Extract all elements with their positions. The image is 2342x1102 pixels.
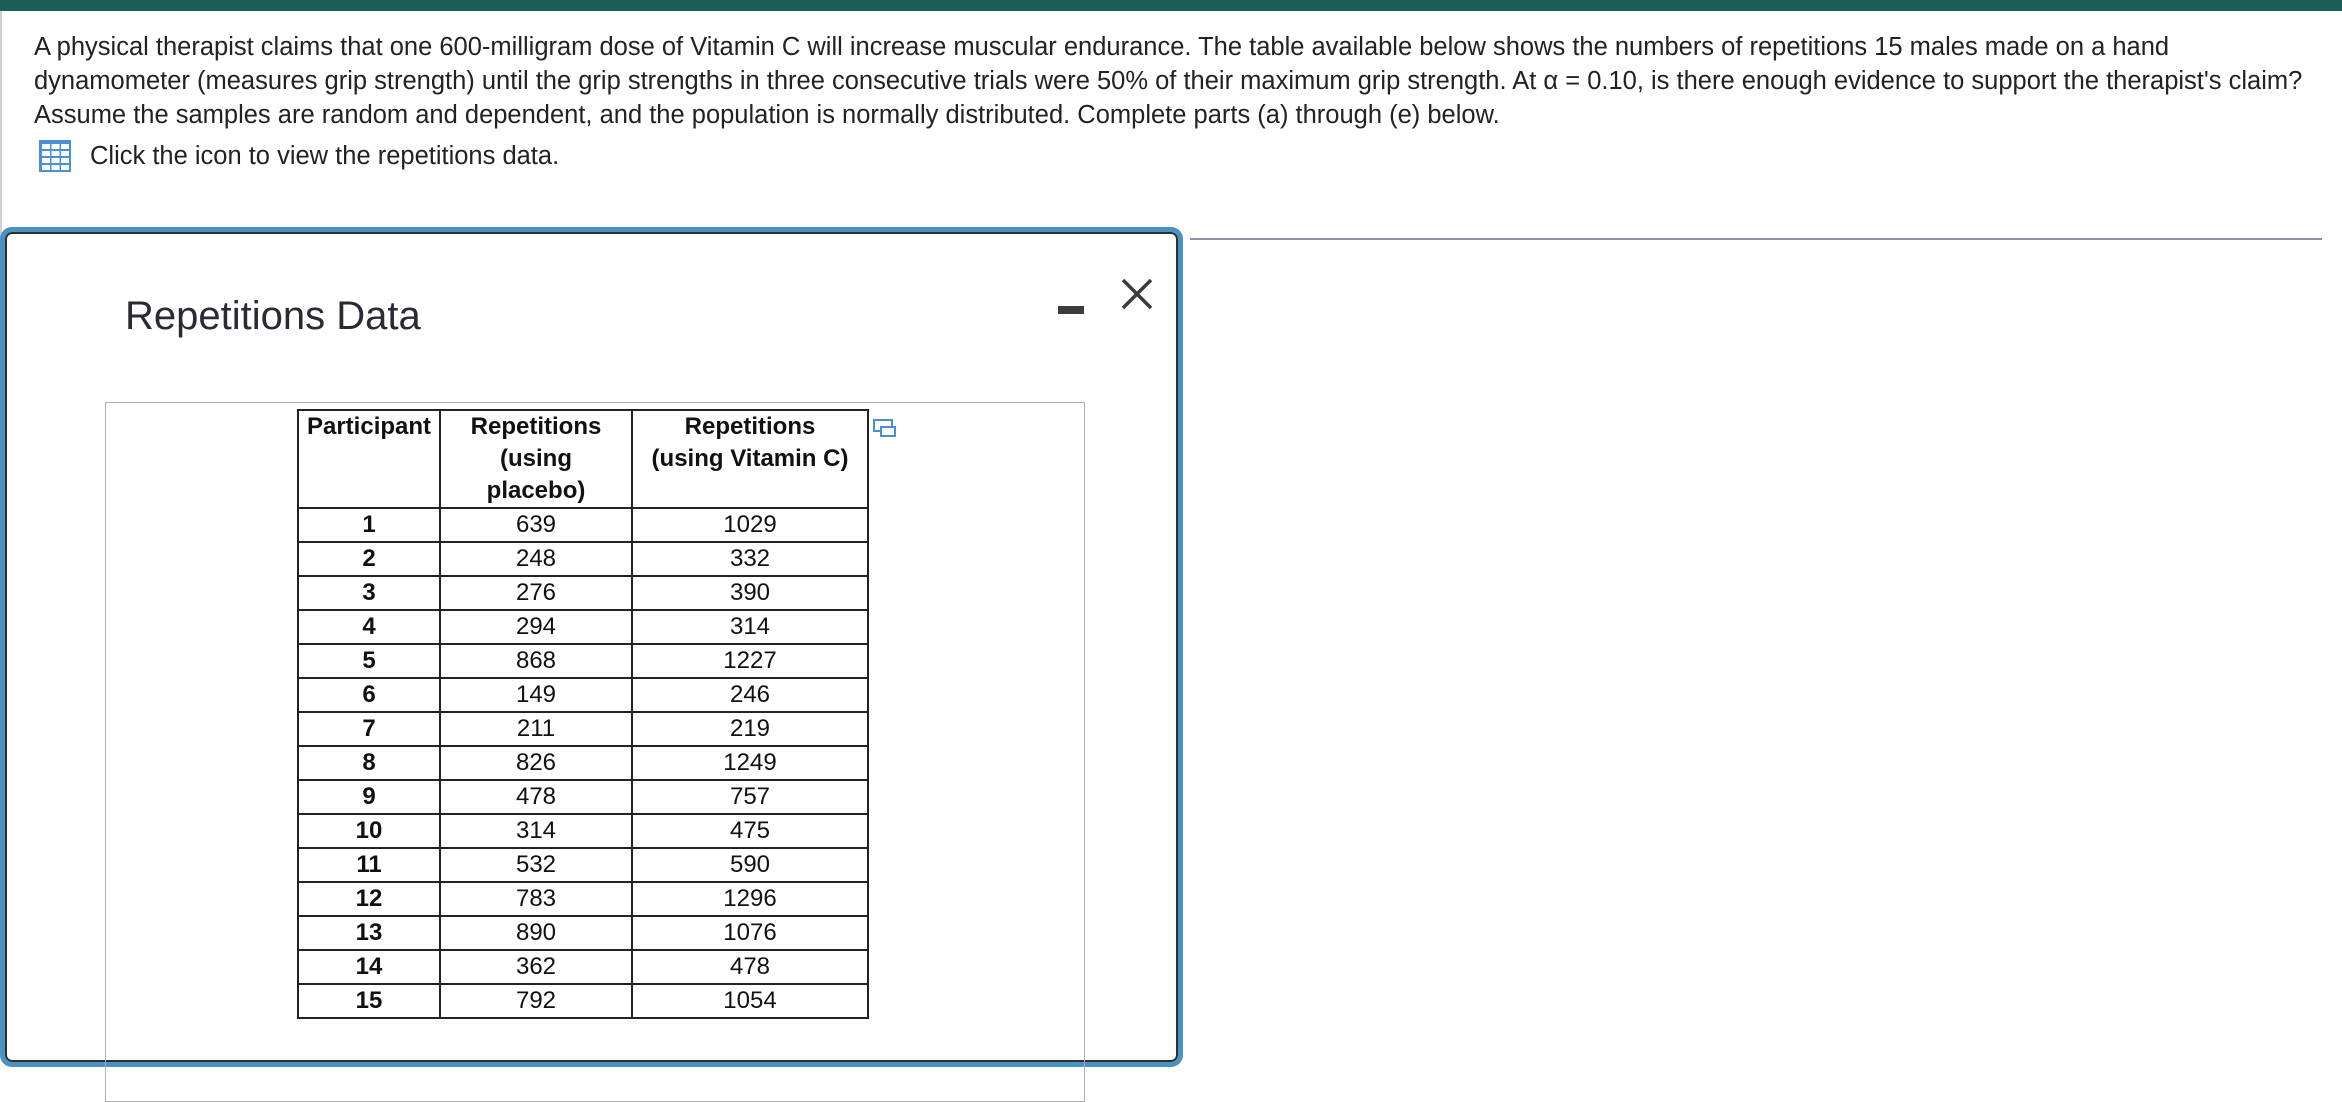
table-row [298,678,868,712]
cell-vitamin-c: 757 [632,780,868,814]
cell-participant: 12 [298,882,440,916]
header-placebo-line-1: Repetitions [470,413,602,440]
table-row [298,576,868,610]
table-body [298,508,868,1018]
repetitions-data-dialog [0,227,1183,1067]
cell-vitamin-c: 590 [632,848,868,882]
cell-vitamin-c: 1054 [632,984,868,1018]
header-participant [298,410,440,508]
table-row [298,542,868,576]
cell-placebo: 532 [440,848,632,882]
cell-vitamin-c: 1029 [632,508,868,542]
header-placebo [440,410,632,508]
table-row [298,712,868,746]
header-placebo-line-3: placebo) [486,477,586,504]
table-row [298,610,868,644]
cell-placebo: 314 [440,814,632,848]
cell-vitamin-c: 1227 [632,644,868,678]
top-bar [0,0,2342,11]
copy-table-icon[interactable] [872,417,898,441]
cell-participant: 2 [298,542,440,576]
table-row [298,780,868,814]
cell-vitamin-c: 390 [632,576,868,610]
question-text: A physical therapist claims that one 600-milligram dose of Vitamin C will increase muscular endurance. The table available below shows the numbers of repetitions 15 males made on a hand dynamometer (measures grip strength) until the grip strengths in three consecutive trials were 50% of their maximum grip strength. At α = 0.10, is there enough evidence to support the therapist's claim? Assume the samples are random and dependent, and the population is normally distributed. Complete parts (a) through (e) below. [34,33,2303,129]
header-participant-line: Participant [306,413,432,440]
header-vitamin-c-line-2: (using Vitamin C) [651,445,849,472]
cell-vitamin-c: 1249 [632,746,868,780]
cell-vitamin-c: 478 [632,950,868,984]
table-row [298,848,868,882]
cell-placebo: 276 [440,576,632,610]
cell-placebo: 792 [440,984,632,1018]
cell-placebo: 826 [440,746,632,780]
table-row [298,508,868,542]
cell-participant: 8 [298,746,440,780]
cell-placebo: 362 [440,950,632,984]
cell-participant: 13 [298,916,440,950]
cell-participant: 5 [298,644,440,678]
cell-placebo: 294 [440,610,632,644]
close-icon[interactable] [1117,274,1157,314]
cell-placebo: 211 [440,712,632,746]
cell-participant: 3 [298,576,440,610]
cell-placebo: 868 [440,644,632,678]
table-row [298,882,868,916]
table-header-row [298,410,868,508]
cell-vitamin-c: 475 [632,814,868,848]
cell-vitamin-c: 332 [632,542,868,576]
section-divider [1190,238,2322,240]
cell-participant: 7 [298,712,440,746]
cell-vitamin-c: 1076 [632,916,868,950]
cell-participant: 4 [298,610,440,644]
header-placebo-line-2: (using [500,445,572,472]
cell-participant: 14 [298,950,440,984]
cell-vitamin-c: 1296 [632,882,868,916]
cell-placebo: 783 [440,882,632,916]
table-frame [105,402,1085,1102]
cell-participant: 15 [298,984,440,1018]
table-row [298,746,868,780]
minimize-icon[interactable] [1058,290,1084,320]
cell-vitamin-c: 314 [632,610,868,644]
cell-participant: 9 [298,780,440,814]
table-row [298,814,868,848]
table-row [298,984,868,1018]
cell-placebo: 478 [440,780,632,814]
cell-participant: 6 [298,678,440,712]
table-row [298,644,868,678]
cell-placebo: 639 [440,508,632,542]
cell-placebo: 890 [440,916,632,950]
table-grid-icon[interactable] [38,139,72,173]
cell-participant: 11 [298,848,440,882]
dialog-title: Repetitions Data [125,294,421,338]
table-row [298,916,868,950]
data-link-row[interactable] [38,138,559,174]
cell-participant: 1 [298,508,440,542]
cell-placebo: 149 [440,678,632,712]
repetitions-table [297,409,869,1019]
data-link-text[interactable]: Click the icon to view the repetitions data. [90,141,560,170]
cell-participant: 10 [298,814,440,848]
header-vitamin-c [632,410,868,508]
header-vitamin-c-line-1: Repetitions [684,413,816,440]
table-row [298,950,868,984]
cell-placebo: 248 [440,542,632,576]
cell-vitamin-c: 219 [632,712,868,746]
cell-vitamin-c: 246 [632,678,868,712]
